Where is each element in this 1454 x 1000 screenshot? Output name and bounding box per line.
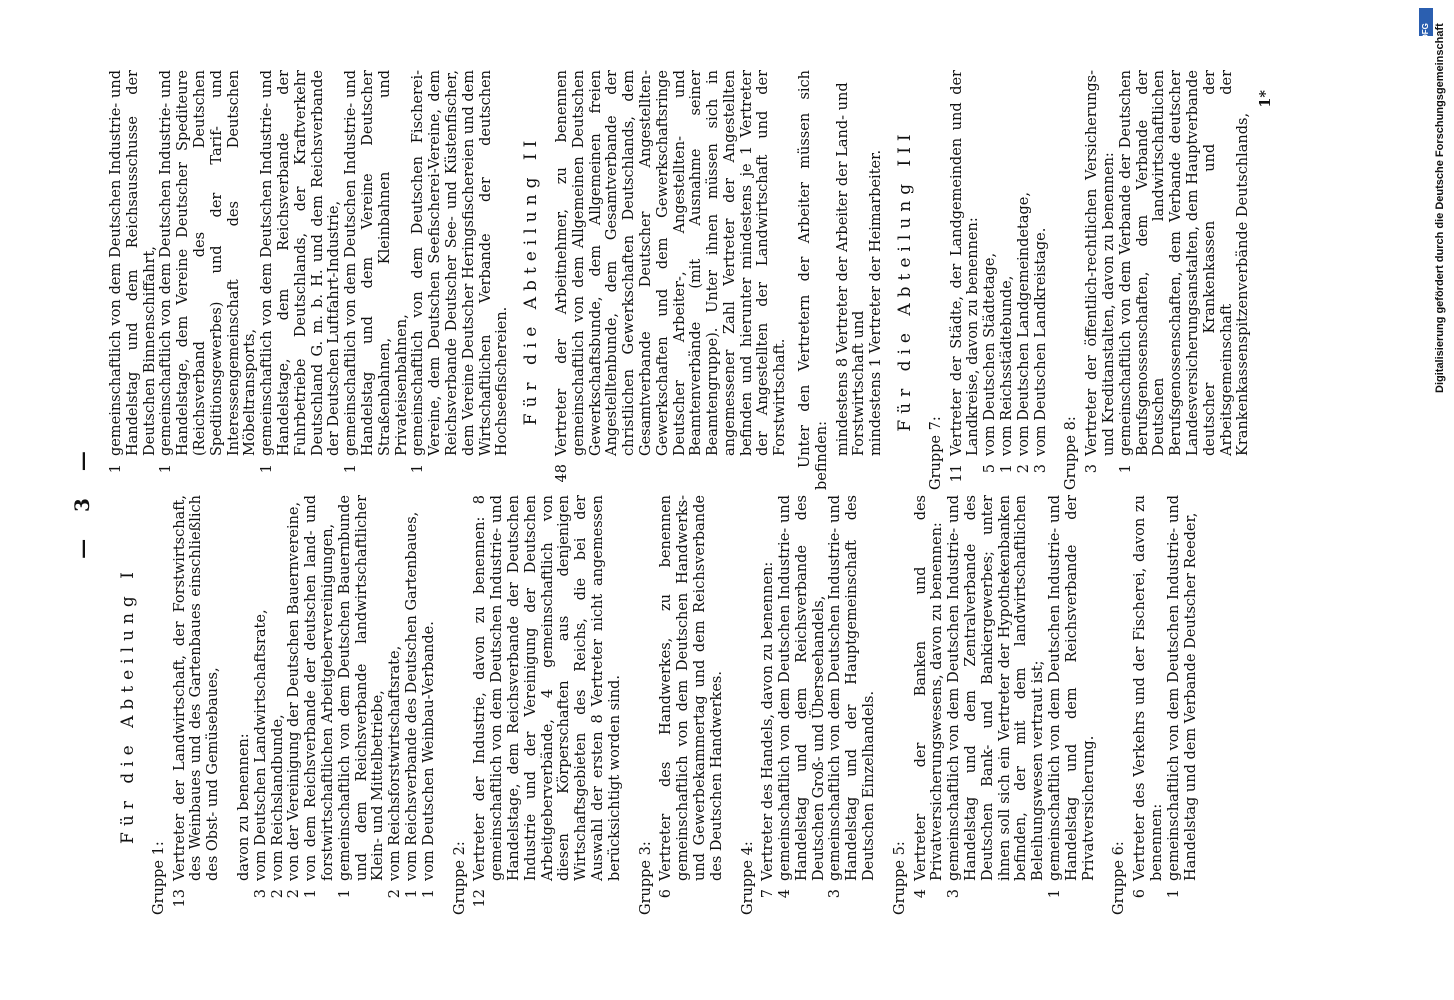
- list-item: 1 gemeinschaftlich von dem Deutschen Industrie- und Handelstag und dem Reichsverbande der Privatversicherung.: [1047, 495, 1097, 899]
- list-item: 6 Vertreter des Verkehrs und der Fischerei, davon zu benennen:: [1132, 495, 1166, 899]
- list-item: 4 Vertreter der Banken und des Privatversicherungswesens, davon zu benennen:: [912, 495, 946, 899]
- heading-abteilung-3: Für die Abteilung III: [895, 128, 916, 432]
- list-item: 3 Vertreter der öffentlich-rechtlichen Versicherungs- und Kreditanstalten, davon zu benennen:: [1084, 70, 1118, 474]
- list-item: 1 gemeinschaftlich von dem Deutschen Bauernbunde und dem Reichsverbande landwirtschaftlicher Klein- und Mittelbetriebe,: [336, 495, 387, 899]
- signature-mark: 1*: [1257, 90, 1275, 108]
- list-item: 2 vom Reichsforstwirtschaftsrate,: [387, 645, 404, 899]
- right-column: [108, 70, 1275, 490]
- list-item: 1 vom Reichsstädtebunde,: [999, 275, 1016, 474]
- gruppe-1-label: Gruppe 1:: [150, 841, 167, 915]
- list-item: 13 Vertreter der Landwirtschaft, der Forstwirtschaft, des Weinbaues und des Gartenbaues einschließlich des Obst- und Gemüsebaues,: [171, 495, 222, 908]
- gruppe-8-label: Gruppe 8:: [1063, 416, 1080, 490]
- page-number: — 3 —: [70, 441, 94, 559]
- gruppe-4-label: Gruppe 4:: [739, 841, 756, 915]
- gruppe-7-label: Gruppe 7:: [927, 416, 944, 490]
- list-item: 3 gemeinschaftlich von dem Deutschen Industrie- und Handelstag und dem Zentralverbande des Deutschen Bank- und Bankiergewerbes; unter ihnen soll sich ein Vertreter der Hypothekenbanken befinden, der mit dem landwirtschaftlichen Beleihungswesen vertraut ist;: [946, 495, 1047, 899]
- list-item: 12 Vertreter der Industrie, davon zu benennen: 8 gemeinschaftlich von dem Deutschen Industrie- und Handelstage, dem Reichsverbande der Deutschen Industrie und der Vereinigung der Deutschen Arbeitgeberverbände, 4 gemeinschaftlich von diesen Körperschaften aus denjenigen Wirtschaftsgebieten des Reichs, die bei der Auswahl der ersten 8 Vertreter nicht angemessen berücksichtigt worden sind.: [472, 495, 623, 908]
- list-item: 4 gemeinschaftlich von dem Deutschen Industrie- und Handelstag und dem Reichsverbande des Deutschen Groß- und Überseehandels,: [777, 495, 827, 899]
- gruppe-2-label: Gruppe 2:: [451, 841, 468, 915]
- list-item: 1 gemeinschaftlich von dem Deutschen Industrie- und Handelstage, dem Vereine Deutscher Spediteure (Reichsverband des Deutschen Speditionsgewerbes) und der Tarif- und Interessengemeinschaft des Deutschen Möbeltransports,: [158, 70, 259, 474]
- dfg-logo: DFG: [1419, 8, 1433, 36]
- list-item: 1 gemeinschaftlich von dem Deutschen Fischerei-Vereine, dem Deutschen Seefischerei-Vereine, dem Reichsverbande Deutscher See- und Küstenfischer, dem Vereine Deutscher Heringsfischereien und dem Wirtschaftlichen Verbande der deutschen Hochseefischereien.: [410, 70, 511, 474]
- list-item: 1 vom Deutschen Weinbau-Verbande.: [420, 621, 437, 899]
- list-item: 3 gemeinschaftlich von dem Deutschen Industrie- und Handelstag und der Hauptgemeinschaft des Deutschen Einzelhandels.: [827, 495, 878, 899]
- list-item: 5 vom Deutschen Städtetage,: [982, 252, 999, 474]
- digitization-sidebar: [1408, 8, 1446, 998]
- digitization-note: Digitalisierung gefördert durch die Deutsche Forschungsgemeinschaft: [1434, 23, 1446, 393]
- list-item: 7 Vertreter des Handels, davon zu benennen:: [760, 561, 777, 899]
- list-item: 11 Vertreter der Städte, der Landgemeinden und der Landkreise, davon zu benennen:: [948, 70, 982, 483]
- list-item: mindestens 1 Vertreter der Heimarbeiter.: [868, 149, 885, 456]
- list-item: 1 gemeinschaftlich von dem Deutschen Industrie- und Handelstage, dem Reichsverbande der Fuhrbetriebe Deutschlands, der Kraftverkehr Deutschland G. m. b. H. und dem Reichsverbande der Deutschen Luftfahrt-Industrie,: [259, 70, 343, 474]
- list-item: 2 vom Deutschen Landgemeindetage,: [1015, 192, 1032, 474]
- list-item: 6 Vertreter des Handwerkes, zu benennen gemeinschaftlich von dem Deutschen Handwerks- und Gewerbekammertag und dem Reichsverbande des Deutschen Handwerkes.: [658, 495, 725, 899]
- heading-abteilung-1: Für die Abteilung I: [118, 566, 138, 844]
- gruppe-3-label: Gruppe 3:: [637, 841, 654, 915]
- left-column: [108, 495, 1199, 915]
- list-item: 48 Vertreter der Arbeitnehmer, zu benennen gemeinschaftlich von dem Allgemeinen Deutschen Gewerkschaftsbunde, dem Allgemeinen freien Angestelltenbunde, dem Gesamtverbande der christlichen Gewerkschaften Deutschlands, dem Gesamtverbande Deutscher Angestellten-Gewerkschaften und dem Gewerkschaftsringe Deutscher Arbeiter-, Angestellten- und Beamtenverbände (mit Ausnahme seiner Beamtengruppe). Unter ihnen müssen sich in angemessener Zahl Vertreter der Angestellten befinden und hierunter mindestens je 1 Vertreter der Angestellten der Landwirtschaft und der Forstwirtschaft.: [553, 70, 789, 483]
- list-item: 1 gemeinschaftlich von dem Deutschen Industrie- und Handelstag und dem Reichsausschusse der Deutschen Binnenschiffahrt,: [108, 70, 158, 474]
- list-item: mindestens 8 Vertreter der Arbeiter der Land- und Forstwirtschaft und: [834, 82, 868, 456]
- gruppe-5-label: Gruppe 5:: [891, 841, 908, 915]
- gruppe-6-label: Gruppe 6:: [1111, 841, 1128, 915]
- heading-abteilung-2: Für die Abteilung II: [521, 134, 542, 426]
- paragraph: Unter den Vertretern der Arbeiter müssen sich befinden:: [797, 70, 830, 490]
- list-item: 1 gemeinschaftlich von dem Verbande der Deutschen Berufsgenossenschaften, dem Verbande der Deutschen landwirtschaftlichen Berufsgenossenschaften, dem Verbande deutscher Landesversicherungsanstalten, dem Hauptverbande deutscher Krankenkassen und der Arbeitsgemeinschaft der Krankenkassenspitzenverbände Deutschlands,: [1117, 70, 1252, 474]
- davon-label: davon zu benennen:: [235, 733, 252, 881]
- list-item: 2 von der Vereinigung der Deutschen Bauernvereine,: [286, 501, 303, 899]
- list-item: 2 vom Reichslandbunde,: [269, 714, 286, 899]
- list-item: 1 von dem Reichsverbande der deutschen land- und forstwirtschaftlichen Arbeitgebervereinigungen,: [303, 495, 336, 899]
- list-item: 3 vom Deutschen Landkreistage.: [1032, 227, 1049, 474]
- list-item: 1 gemeinschaftlich von dem Deutschen Industrie- und Handelstag und dem Verbande Deutscher Reeder,: [1165, 495, 1199, 899]
- list-item: 1 vom Reichsverbande des Deutschen Gartenbaues,: [403, 511, 420, 899]
- list-item: 3 vom Deutschen Landwirtschaftsrate,: [252, 609, 269, 899]
- list-item: 1 gemeinschaftlich von dem Deutschen Industrie- und Handelstag und dem Vereine Deutscher Straßenbahnen, Kleinbahnen und Privateisenbahnen,: [343, 70, 410, 474]
